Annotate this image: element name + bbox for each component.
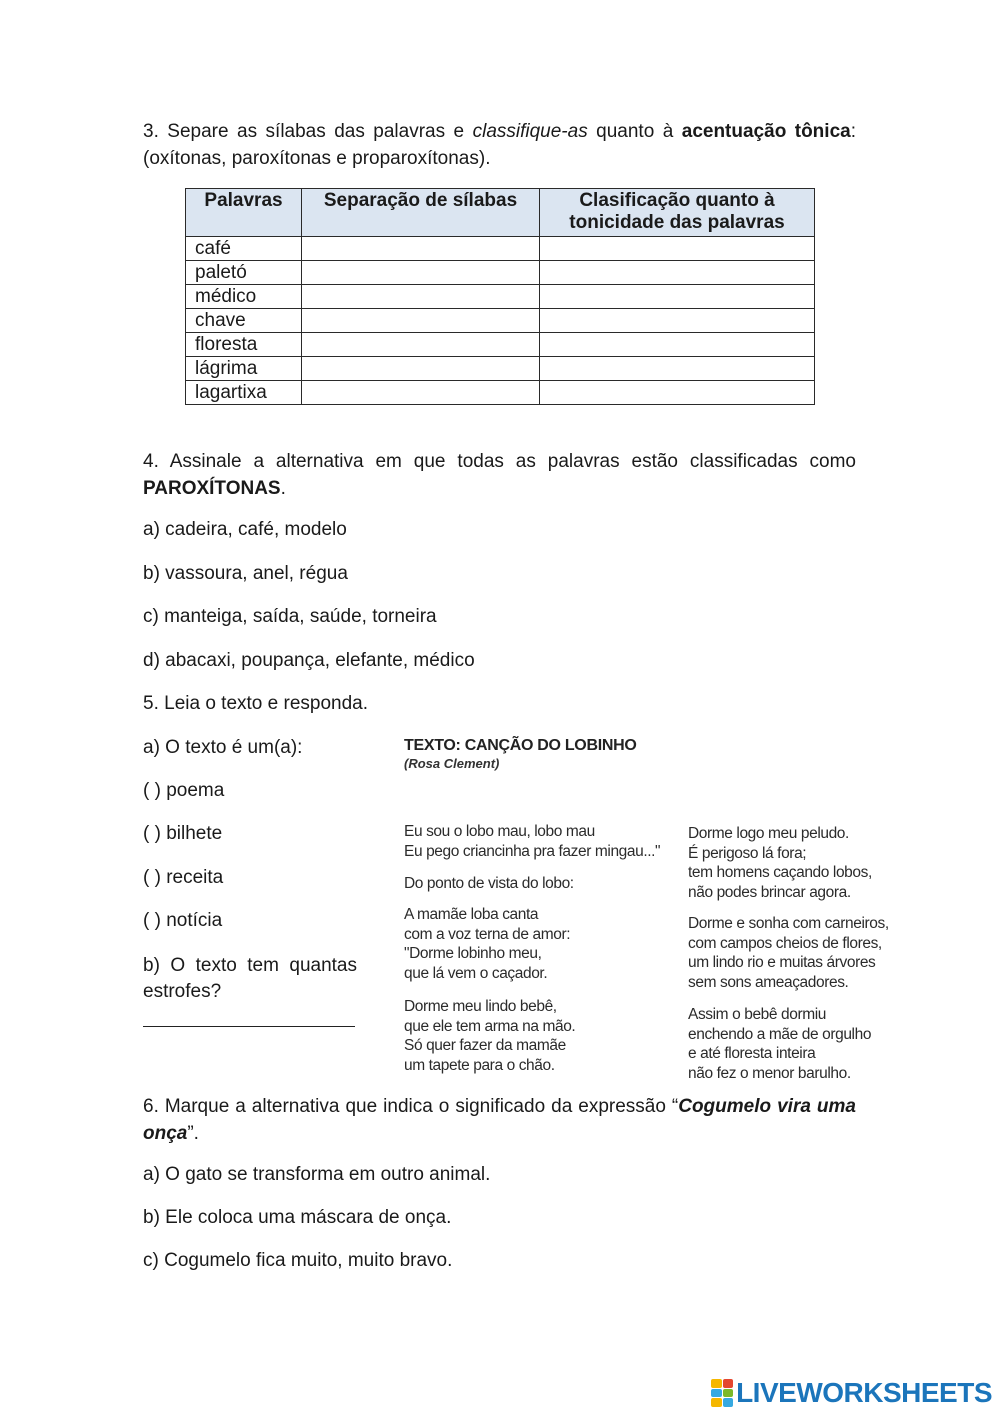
poem-stanza: Assim o bebê dormiu enchendo a mãe de orgulho e até floresta inteira não fez o menor barulho. bbox=[688, 1006, 872, 1082]
q4-prompt: 4. Assinale a alternativa em que todas as palavras estão classificadas como PAROXÍTONAS. bbox=[143, 451, 856, 499]
liveworksheets-logo bbox=[711, 1378, 992, 1408]
syllable-input-cell[interactable] bbox=[302, 357, 540, 381]
classification-input-cell[interactable] bbox=[540, 237, 815, 261]
q6-prompt: 6. Marque a alternativa que indica o significado da expressão “Cogumelo vira uma onça”. bbox=[143, 1096, 856, 1144]
q5-b-prompt: b) O texto tem quantas estrofes? bbox=[143, 955, 357, 1002]
classification-input-cell[interactable] bbox=[540, 309, 815, 333]
q5-choice-bilhete[interactable]: ( ) bilhete bbox=[143, 823, 223, 844]
q5-b-answer-blank[interactable] bbox=[143, 1026, 355, 1027]
syllable-table bbox=[185, 188, 815, 405]
header-palavras: Palavras bbox=[186, 189, 302, 237]
q6-option-c[interactable]: c) Cogumelo fica muito, muito bravo. bbox=[143, 1250, 453, 1271]
q6-option-b[interactable]: b) Ele coloca uma máscara de onça. bbox=[143, 1207, 452, 1228]
syllable-input-cell[interactable] bbox=[302, 285, 540, 309]
word-cell: floresta bbox=[186, 333, 302, 357]
q5-a-prompt: a) O texto é um(a): bbox=[143, 737, 303, 758]
logo-block bbox=[723, 1379, 734, 1388]
q5-choice-noticia[interactable]: ( ) notícia bbox=[143, 910, 223, 931]
poem-stanza: Do ponto de vista do lobo: bbox=[404, 875, 574, 892]
classification-input-cell[interactable] bbox=[540, 285, 815, 309]
q5-choice-poema[interactable]: ( ) poema bbox=[143, 780, 225, 801]
q4-option-d[interactable]: d) abacaxi, poupança, elefante, médico bbox=[143, 650, 475, 671]
table-row bbox=[186, 237, 815, 261]
syllable-input-cell[interactable] bbox=[302, 381, 540, 405]
table-row bbox=[186, 309, 815, 333]
q5-intro: 5. Leia o texto e responda. bbox=[143, 693, 368, 714]
logo-text: LIVEWORKSHEETS bbox=[736, 1377, 992, 1408]
poem-title: TEXTO: CANÇÃO DO LOBINHO bbox=[404, 737, 637, 754]
table-row bbox=[186, 357, 815, 381]
poem-stanza: Dorme meu lindo bebê, que ele tem arma na mão. Só quer fazer da mamãe um tapete para o chão. bbox=[404, 998, 576, 1074]
logo-block bbox=[723, 1398, 734, 1407]
header-classificacao: Clasificação quanto à tonicidade das palavras bbox=[540, 189, 815, 237]
classification-input-cell[interactable] bbox=[540, 381, 815, 405]
poem-author: (Rosa Clement) bbox=[404, 756, 500, 771]
word-cell: lagartixa bbox=[186, 381, 302, 405]
word-cell: lágrima bbox=[186, 357, 302, 381]
q4-option-a[interactable]: a) cadeira, café, modelo bbox=[143, 519, 347, 540]
syllable-input-cell[interactable] bbox=[302, 333, 540, 357]
logo-block bbox=[711, 1389, 722, 1398]
q5-choice-receita[interactable]: ( ) receita bbox=[143, 867, 224, 888]
q3-prompt: 3. Separe as sílabas das palavras e classifique-as quanto à acentuação tônica: (oxítonas, paroxítonas e proparoxítonas). bbox=[143, 121, 856, 169]
poem-stanza: Dorme logo meu peludo. É perigoso lá fora; tem homens caçando lobos, não podes brincar agora. bbox=[688, 825, 872, 901]
syllable-input-cell[interactable] bbox=[302, 309, 540, 333]
syllable-input-cell[interactable] bbox=[302, 237, 540, 261]
word-cell: paletó bbox=[186, 261, 302, 285]
poem-stanza: A mamãe loba canta com a voz terna de amor: "Dorme lobinho meu, que lá vem o caçador. bbox=[404, 906, 571, 982]
q4-option-b[interactable]: b) vassoura, anel, régua bbox=[143, 563, 348, 584]
word-cell: café bbox=[186, 237, 302, 261]
word-cell: chave bbox=[186, 309, 302, 333]
table-row bbox=[186, 333, 815, 357]
q4-option-c[interactable]: c) manteiga, saída, saúde, torneira bbox=[143, 606, 437, 627]
word-cell: médico bbox=[186, 285, 302, 309]
header-separacao: Separação de sílabas bbox=[302, 189, 540, 237]
syllable-input-cell[interactable] bbox=[302, 261, 540, 285]
table-row bbox=[186, 261, 815, 285]
classification-input-cell[interactable] bbox=[540, 357, 815, 381]
logo-block bbox=[711, 1379, 722, 1388]
q6-option-a[interactable]: a) O gato se transforma em outro animal. bbox=[143, 1164, 491, 1185]
classification-input-cell[interactable] bbox=[540, 261, 815, 285]
classification-input-cell[interactable] bbox=[540, 333, 815, 357]
logo-mark-icon bbox=[711, 1379, 733, 1407]
poem-stanza: Dorme e sonha com carneiros, com campos cheios de flores, um lindo rio e muitas árvores sem sons ameaçadores. bbox=[688, 915, 889, 991]
logo-block bbox=[723, 1389, 734, 1398]
table-row bbox=[186, 285, 815, 309]
logo-block bbox=[711, 1398, 722, 1407]
poem-stanza: Eu sou o lobo mau, lobo mau Eu pego criancinha pra fazer mingau..." bbox=[404, 823, 661, 860]
table-row bbox=[186, 381, 815, 405]
